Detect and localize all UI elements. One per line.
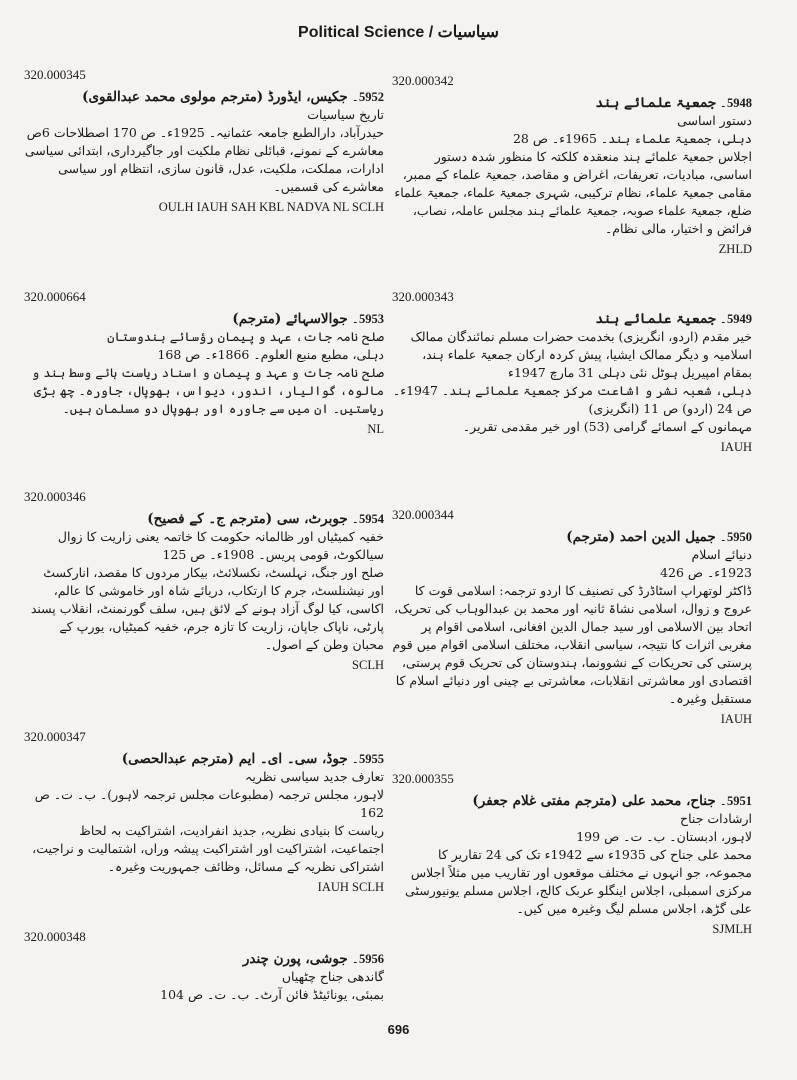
entry-line: مہمانوں کے اسمائے گرامی (53) اور خیر مقدمی تقریر۔: [462, 419, 752, 434]
classification-code: 320.000342: [392, 73, 454, 88]
entry-heading: 5948۔ جمعیۃ علمائے ہند: [595, 95, 752, 111]
entry-number: 5949: [727, 312, 752, 326]
catalog-entry: [24, 288, 384, 438]
classification-code: 320.000347: [24, 729, 86, 744]
entry-line: دنیائے اسلام: [691, 547, 752, 562]
library-codes: NL: [367, 422, 384, 436]
library-codes: IAUH SCLH: [317, 880, 384, 894]
library-codes: SCLH: [352, 658, 384, 672]
entry-line: ارشادات جناح: [680, 811, 752, 826]
catalog-entry: [392, 770, 752, 938]
entry-heading: 5951۔ جناح، محمد علی (مترجم مفتی غلام جعفر): [472, 793, 752, 809]
entry-heading: 5953۔ جوالاسہائے (مترجم): [232, 311, 384, 327]
entry-title: جوبرٹ، سی (مترجم ج۔ کے فصیح): [147, 511, 348, 527]
entry-line: حیدرآباد، دارالطبع جامعہ عثمانیہ۔ 1925ء۔ ص 170 اصطلاحات 6ص: [26, 125, 384, 140]
classification-code: 320.000348: [24, 929, 86, 944]
entry-number: 5951: [727, 794, 752, 808]
entry-line: صلح نامہ جات و عہد و پیمان و اسناد ریاست ہائے وسط ہند و مالوہ، گوالیار، اندور، دیواس، بھوپال، جاورہ۔ چھ بڑی ریاستیں۔ ان میں سے جاورہ اور بھوپال دو مسلمان ہیں۔: [32, 365, 384, 416]
entry-title: جمعیۃ علمائے ہند: [595, 95, 716, 111]
classification-code: 320.000355: [392, 771, 454, 786]
page-header: Political Science / سیاسیات: [298, 24, 499, 41]
entry-title: جوالاسہائے (مترجم): [232, 311, 348, 327]
classification-code: 320.000343: [392, 289, 454, 304]
entry-line: ریاست کا بنیادی نظریہ، جدید انفرادیت، اشتراکیت بہ لحاظ اجتماعیت، اشتراکیت اور اشتراکیت پیشہ وراں، اشتمالیت و نراجیت، اشتراکی نظریہ کے مسائل، وظائف جمہوریت وغیرہ۔: [32, 823, 384, 874]
catalog-entry: [24, 488, 384, 674]
entry-title: جمیل الدین احمد (مترجم): [566, 529, 716, 545]
entry-line: ڈاکٹر لوتھراپ اسٹاڈرڈ کی تصنیف کا اردو ترجمہ: اسلامی قوت کا عروج و زوال، اسلامی نشاۃ ثانیہ اور محمد بن عبدالوہاب کی تحریک، اتحاد بین الاسلامی اور سید جمال الدین افغانی، اسلامی اقوام پر مغربی اثرات کا نتیجہ، سیاسی انقلاب، مختلف اسلامی اقوام میں قوم پرستی کی تحریکات کے نشوونما، ہندوستان کی تحریک قوم پرستی، اقتصادی اور معاشرتی انقلابات، معاشرتی بے چینی اور دنیائے اسلام کا مستقبل وغیرہ۔: [392, 583, 752, 706]
entry-title: جناح، محمد علی (مترجم مفتی غلام جعفر): [472, 793, 716, 809]
library-codes: IAUH: [720, 440, 752, 454]
entry-heading: 5955۔ جوڈ، سی۔ ای۔ ایم (مترجم عبدالحصی): [121, 751, 384, 767]
catalog-entry: [392, 288, 752, 456]
classification-code: 320.000346: [24, 489, 86, 504]
catalog-entry: [24, 928, 384, 1004]
entry-line: تعارف جدید سیاسی نظریہ: [245, 769, 384, 784]
entry-heading: 5956۔ جوشی، پورن چندر: [242, 951, 384, 967]
entry-line: دہلی، مطبع منبع العلوم۔ 1866ء۔ ص 168: [157, 347, 384, 362]
library-codes: SJMLH: [712, 922, 752, 936]
catalog-entry: [24, 728, 384, 896]
entry-line: محمد علی جناح کی 1935ء سے 1942ء تک کی 24 تقاریر کا مجموعہ، جو انہوں نے مختلف موقعوں اور تقاریب میں مثلاً اجلاس مرکزی اسمبلی، اجلاس اینگلو عربک کالج، اجلاس مسلم یونیورسٹی علی گڑھ، اجلاس مسلم لیگ وغیرہ میں کیں۔: [405, 847, 752, 916]
entry-title: جکیس، ایڈورڈ (مترجم مولوی محمد عبدالقوی): [82, 89, 348, 105]
entry-line: بمبئی، یونائیٹڈ فائن آرٹ۔ ب۔ ت۔ ص 104: [160, 987, 384, 1002]
entry-line: اجلاس جمعیۃ علمائے ہند منعقدہ کلکتہ کا منظور شدہ دستور اساسی، مبادیات، تعریفات، اغراض و مقاصد، جمعیۃ علماء کے ممبر، مقامی جمعیۃ علماء، نظام ترکیبی، شہری جمعیۃ علماء، جمعیۃ علماء ضلع، جمعیۃ علماء صوبہ، جمعیۃ علمائے ہند مجلس عاملہ، نصاب، فرائض و اختیار، مالی نظام۔: [394, 149, 752, 236]
entry-line: صلح نامہ جات، عہد و پیمان رؤسائے ہندوستان: [107, 329, 384, 344]
entry-line: خفیہ کمیٹیاں اور ظالمانہ حکومت کا خاتمہ یعنی زاریت کا زوال: [57, 529, 384, 544]
entry-line: لاہور، ادبستان۔ ب۔ ت۔ ص 199: [576, 829, 752, 844]
entry-heading: 5950۔ جمیل الدین احمد (مترجم): [566, 529, 752, 545]
classification-code: 320.000344: [392, 507, 454, 522]
entry-number: 5953: [359, 312, 384, 326]
entry-line: تاریخ سیاسیات: [307, 107, 384, 122]
classification-code: 320.000664: [24, 289, 86, 304]
entry-number: 5955: [359, 752, 384, 766]
library-codes: IAUH: [720, 712, 752, 726]
entry-title: جوشی، پورن چندر: [242, 951, 348, 967]
entry-number: 5954: [359, 512, 384, 526]
entry-heading: 5954۔ جوبرٹ، سی (مترجم ج۔ کے فصیح): [147, 511, 384, 527]
entry-line: لاہور، مجلس ترجمہ (مطبوعات مجلس ترجمہ لاہور)۔ ب۔ ت۔ ص 162: [34, 787, 384, 820]
entry-number: 5956: [359, 952, 384, 966]
entry-line: 1923ء۔ ص 426: [660, 565, 752, 580]
catalog-entry: [392, 72, 752, 258]
page-number: 696: [387, 1022, 410, 1037]
entry-line: سیالکوٹ، قومی پریس۔ 1908ء۔ ص 125: [162, 547, 384, 562]
entry-line: دہلی، جمعیۃ علماء ہند۔ 1965ء۔ ص 28: [512, 131, 752, 146]
entry-line: خیر مقدم (اردو، انگریزی) بخدمت حضرات مسلم نمائندگان ممالک اسلامیہ و دیگر ممالک ایشیا، پیش کردہ ارکان جمعیۃ علماء ہند، بمقام امپیریل ہوٹل نئی دہلی 31 مارچ 1947ء: [410, 329, 752, 380]
entry-line: گاندھی جناح چٹھیاں: [281, 969, 384, 984]
entry-heading: 5949۔ جمعیۃ علمائے ہند: [595, 311, 752, 327]
entry-title: جمعیۃ علمائے ہند: [595, 311, 716, 327]
entry-line: صلح اور جنگ، نہلسٹ، نکسلائٹ، بیکار مردوں کا مقصد، انارکسٹ اور نیشنلسٹ، جرم کا ارتکاب، دریائے شاہ اور خاموشی کا عالم، اکاسی، کیا لوگ آزاد ہونے کے لائق ہیں، سلف گورنمنٹ، انقلاب پسند پارٹی، ناپاک جاپان، زاریت کا تازہ جرم، خفیہ کمیٹیاں، یورپ کے محبان وطن کے اصول۔: [30, 565, 384, 652]
entry-title: جوڈ، سی۔ ای۔ ایم (مترجم عبدالحصی): [121, 751, 348, 767]
catalog-entry: [392, 506, 752, 728]
entry-line: معاشرے کے نمونے، قبائلی نظام ملکیت اور جاگیرداری، ابتدائی سیاسی ادارات، مملکت، ملکیت، عدل، قانون سازی، انتظام اور سیاسی معاشرے کی قسمیں۔: [24, 143, 384, 194]
entry-line: دہلی، شعبہ نشر و اشاعت مرکز جمعیۃ علمائے ہند۔ 1947ء۔ ص 24 (اردو) ص 11 (انگریزی): [392, 383, 752, 416]
catalog-entry: [24, 66, 384, 216]
entry-heading: 5952۔ جکیس، ایڈورڈ (مترجم مولوی محمد عبدالقوی): [82, 89, 384, 105]
entry-number: 5952: [359, 90, 384, 104]
entry-line: دستور اساسی: [677, 113, 752, 128]
entry-number: 5950: [727, 530, 752, 544]
library-codes: ZHLD: [718, 242, 752, 256]
library-codes: OULH IAUH SAH KBL NADVA NL SCLH: [158, 200, 384, 214]
entry-number: 5948: [727, 96, 752, 110]
classification-code: 320.000345: [24, 67, 86, 82]
